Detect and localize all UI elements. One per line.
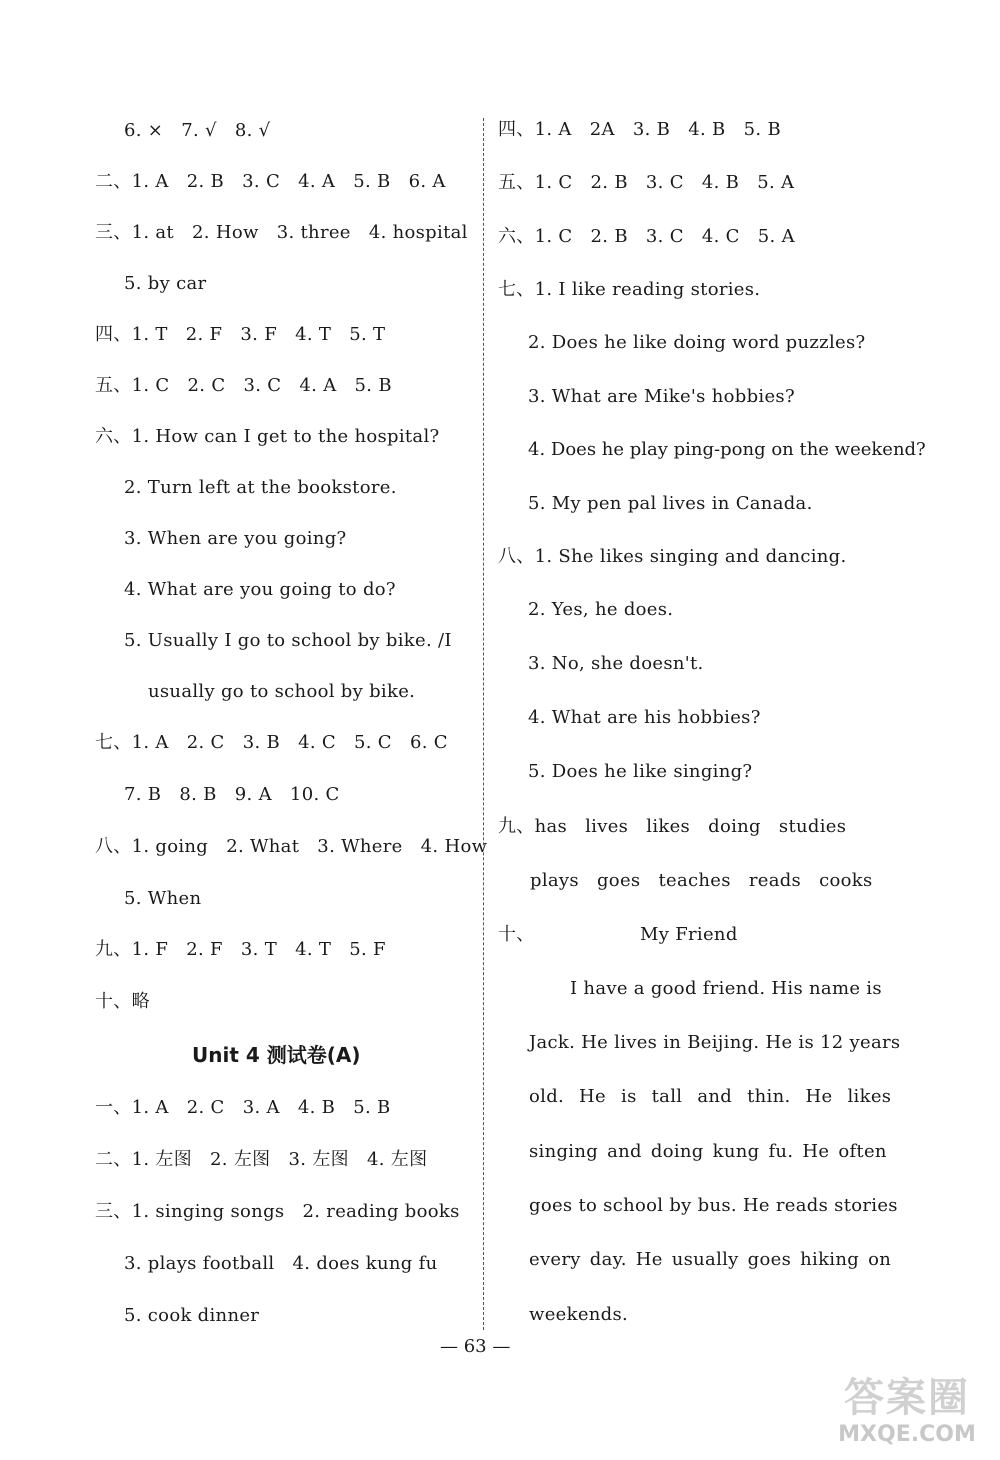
- answer-line: 八、1. going 2. What 3. Where 4. How: [95, 836, 488, 857]
- answer-line: 5. by car: [124, 273, 207, 294]
- watermark-logo: [822, 1376, 992, 1452]
- watermark-title: 答案圈: [844, 1375, 970, 1421]
- column-divider: [483, 118, 484, 1330]
- essay-line: Jack. He lives in Beijing. He is 12 years: [529, 1032, 901, 1053]
- answer-line: 七、1. A 2. C 3. B 4. C 5. C 6. C: [95, 732, 448, 753]
- answer-line: 4. What are you going to do?: [124, 579, 396, 600]
- answer-line: 二、1. A 2. B 3. C 4. A 5. B 6. A: [95, 171, 446, 192]
- answer-line: 3. No, she doesn't.: [528, 653, 704, 674]
- essay-line: goes to school by bus. He reads stories: [529, 1195, 898, 1216]
- answer-line: 5. Does he like singing?: [528, 761, 753, 782]
- answer-line: 7. B 8. B 9. A 10. C: [124, 784, 340, 805]
- answer-line: 六、1. C 2. B 3. C 4. C 5. A: [498, 226, 795, 247]
- answer-line: 二、1. 左图 2. 左图 3. 左图 4. 左图: [95, 1149, 428, 1170]
- answer-line: 3. What are Mike's hobbies?: [528, 386, 795, 407]
- answer-line: 三、1. at 2. How 3. three 4. hospital: [95, 222, 468, 243]
- answer-line: 5. Usually I go to school by bike. /I: [124, 630, 452, 651]
- essay-line: every day. He usually goes hiking on: [529, 1249, 892, 1270]
- answer-line: 九、1. F 2. F 3. T 4. T 5. F: [95, 939, 386, 960]
- answer-line: 三、1. singing songs 2. reading books: [95, 1201, 460, 1222]
- essay-line: I have a good friend. His name is: [570, 978, 882, 999]
- answer-line: 八、1. She likes singing and dancing.: [498, 546, 847, 567]
- answer-line: 2. Turn left at the bookstore.: [124, 477, 397, 498]
- essay-title: My Friend: [640, 924, 738, 945]
- answer-line: 5. My pen pal lives in Canada.: [528, 493, 813, 514]
- answer-line: 6. × 7. √ 8. √: [124, 120, 271, 141]
- answer-line: usually go to school by bike.: [148, 681, 416, 702]
- answer-line: 5. When: [124, 888, 202, 909]
- answer-line: 2. Yes, he does.: [528, 599, 674, 620]
- essay-line: weekends.: [529, 1304, 629, 1325]
- answer-line: 五、1. C 2. B 3. C 4. B 5. A: [498, 172, 795, 193]
- page-number: — 63 —: [440, 1336, 511, 1357]
- essay-line: singing and doing kung fu. He often: [529, 1141, 887, 1162]
- answer-line: 一、1. A 2. C 3. A 4. B 5. B: [95, 1097, 391, 1118]
- essay-label: 十、: [498, 924, 535, 945]
- answer-line: 九、has lives likes doing studies: [498, 816, 847, 837]
- answer-line: 四、1. T 2. F 3. F 4. T 5. T: [95, 324, 386, 345]
- answer-line: 十、略: [95, 991, 150, 1012]
- answer-line: 七、1. I like reading stories.: [498, 279, 761, 300]
- unit-heading: Unit 4 测试卷(A): [192, 1043, 361, 1067]
- answer-line: 3. When are you going?: [124, 528, 347, 549]
- answer-line: 2. Does he like doing word puzzles?: [528, 332, 866, 353]
- answer-line: 3. plays football 4. does kung fu: [124, 1253, 438, 1274]
- answer-line: 六、1. How can I get to the hospital?: [95, 426, 440, 447]
- answer-line: 四、1. A 2A 3. B 4. B 5. B: [498, 119, 781, 140]
- essay-line: old. He is tall and thin. He likes: [529, 1086, 892, 1107]
- answer-line: 五、1. C 2. C 3. C 4. A 5. B: [95, 375, 392, 396]
- answer-line: 4. What are his hobbies?: [528, 707, 761, 728]
- answer-line: 4. Does he play ping-pong on the weekend?: [528, 439, 926, 460]
- answer-line: 5. cook dinner: [124, 1305, 260, 1326]
- watermark-url: MXQE.COM: [838, 1422, 976, 1447]
- answer-line: plays goes teaches reads cooks: [530, 870, 873, 891]
